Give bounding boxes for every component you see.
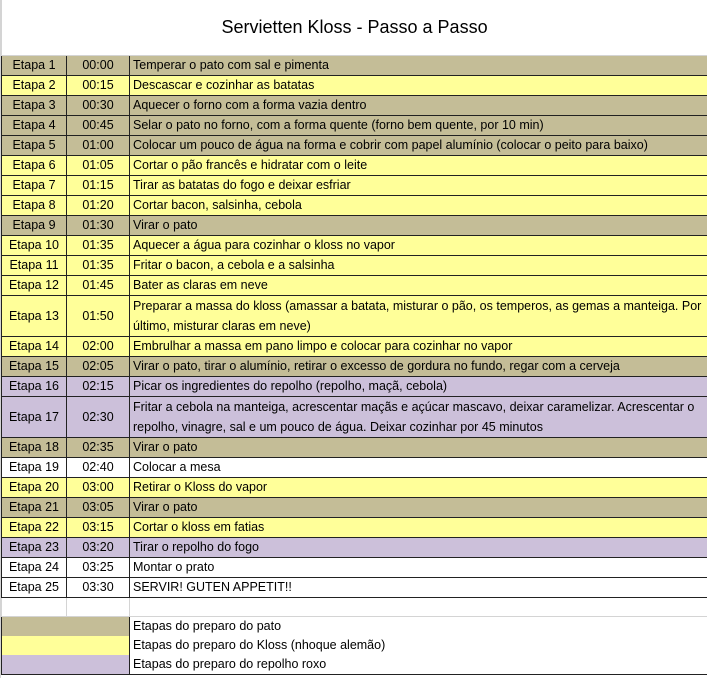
description-cell[interactable]: Montar o prato [130,558,707,578]
time-cell[interactable]: 03:15 [67,518,130,538]
step-row [2,458,707,478]
step-row [2,438,707,458]
time-cell[interactable]: 00:30 [67,96,130,116]
legend-label[interactable]: Etapas do preparo do pato [130,617,707,637]
time-cell[interactable]: 02:15 [67,377,130,397]
legend-label[interactable]: Etapas do preparo do Kloss (nhoque alemão) [130,636,707,655]
description-cell[interactable]: Tirar o repolho do fogo [130,538,707,558]
step-row [2,518,707,538]
legend-swatch [2,636,130,655]
step-cell[interactable]: Etapa 15 [2,357,67,377]
step-row [2,337,707,357]
step-cell[interactable]: Etapa 16 [2,377,67,397]
legend-swatch [2,617,130,637]
description-cell[interactable]: Selar o pato no forno, com a forma quente (forno bem quente, por 10 min) [130,116,707,136]
step-cell[interactable]: Etapa 9 [2,216,67,236]
description-cell[interactable]: Embrulhar a massa em pano limpo e colocar para cozinhar no vapor [130,337,707,357]
time-cell[interactable]: 02:30 [67,397,130,438]
description-cell[interactable]: Bater as claras em neve [130,276,707,296]
description-cell[interactable]: Preparar a massa do kloss (amassar a batata, misturar o pão, os temperos, as gemas a manteiga. Por último, misturar claras em neve) [130,296,707,337]
time-cell[interactable]: 00:45 [67,116,130,136]
description-cell[interactable]: Retirar o Kloss do vapor [130,478,707,498]
description-cell[interactable]: Cortar o kloss em fatias [130,518,707,538]
step-cell[interactable]: Etapa 19 [2,458,67,478]
step-cell[interactable]: Etapa 7 [2,176,67,196]
step-row [2,578,707,598]
step-cell[interactable]: Etapa 3 [2,96,67,116]
description-cell[interactable]: Colocar um pouco de água na forma e cobrir com papel alumínio (colocar o peito para baixo) [130,136,707,156]
description-cell[interactable]: Temperar o pato com sal e pimenta [130,56,707,76]
step-cell[interactable]: Etapa 13 [2,296,67,337]
step-row [2,397,707,438]
description-cell[interactable]: Virar o pato [130,216,707,236]
time-cell[interactable]: 01:30 [67,216,130,236]
step-cell[interactable]: Etapa 11 [2,256,67,276]
time-cell[interactable]: 01:00 [67,136,130,156]
step-row [2,156,707,176]
time-cell[interactable]: 03:25 [67,558,130,578]
time-cell[interactable]: 02:40 [67,458,130,478]
legend-row [2,636,707,655]
time-cell[interactable]: 02:05 [67,357,130,377]
spacer-row [2,598,707,617]
description-cell[interactable]: Aquecer a água para cozinhar o kloss no vapor [130,236,707,256]
step-row [2,176,707,196]
sheet-title[interactable]: Servietten Kloss - Passo a Passo [2,0,707,56]
description-cell[interactable]: Cortar bacon, salsinha, cebola [130,196,707,216]
title-row [2,0,707,56]
time-cell[interactable]: 01:45 [67,276,130,296]
step-cell[interactable]: Etapa 12 [2,276,67,296]
step-cell[interactable]: Etapa 18 [2,438,67,458]
description-cell[interactable]: Cortar o pão francês e hidratar com o leite [130,156,707,176]
time-cell[interactable]: 03:30 [67,578,130,598]
step-cell[interactable]: Etapa 17 [2,397,67,438]
time-cell[interactable]: 01:35 [67,256,130,276]
time-cell[interactable]: 00:00 [67,56,130,76]
step-row [2,236,707,256]
step-cell[interactable]: Etapa 5 [2,136,67,156]
step-row [2,558,707,578]
empty-cell[interactable] [2,598,67,617]
step-cell[interactable]: Etapa 6 [2,156,67,176]
step-cell[interactable]: Etapa 4 [2,116,67,136]
description-cell[interactable]: Picar os ingredientes do repolho (repolho, maçã, cebola) [130,377,707,397]
step-cell[interactable]: Etapa 2 [2,76,67,96]
time-cell[interactable]: 01:35 [67,236,130,256]
step-cell[interactable]: Etapa 8 [2,196,67,216]
step-row [2,196,707,216]
step-row [2,76,707,96]
description-cell[interactable]: Tirar as batatas do fogo e deixar esfriar [130,176,707,196]
time-cell[interactable]: 01:20 [67,196,130,216]
recipe-table [1,0,707,675]
step-cell[interactable]: Etapa 24 [2,558,67,578]
step-row [2,256,707,276]
time-cell[interactable]: 00:15 [67,76,130,96]
step-cell[interactable]: Etapa 23 [2,538,67,558]
step-cell[interactable]: Etapa 21 [2,498,67,518]
step-row [2,377,707,397]
time-cell[interactable]: 03:00 [67,478,130,498]
step-row [2,136,707,156]
time-cell[interactable]: 01:15 [67,176,130,196]
step-row [2,56,707,76]
empty-cell[interactable] [67,598,130,617]
step-row [2,538,707,558]
step-cell[interactable]: Etapa 22 [2,518,67,538]
step-row [2,216,707,236]
description-cell[interactable]: Colocar a mesa [130,458,707,478]
step-cell[interactable]: Etapa 1 [2,56,67,76]
description-cell[interactable]: Virar o pato [130,438,707,458]
step-row [2,276,707,296]
legend-swatch [2,655,130,675]
time-cell[interactable]: 02:00 [67,337,130,357]
step-cell[interactable]: Etapa 14 [2,337,67,357]
description-cell[interactable]: Descascar e cozinhar as batatas [130,76,707,96]
step-row [2,478,707,498]
time-cell[interactable]: 03:05 [67,498,130,518]
time-cell[interactable]: 03:20 [67,538,130,558]
step-row [2,96,707,116]
description-cell[interactable]: Virar o pato, tirar o alumínio, retirar o excesso de gordura no fundo, regar com a cerveja [130,357,707,377]
step-row [2,296,707,337]
description-cell[interactable]: SERVIR! GUTEN APPETIT!! [130,578,707,598]
description-cell[interactable]: Virar o pato [130,498,707,518]
legend-row [2,655,707,675]
time-cell[interactable]: 02:35 [67,438,130,458]
step-row [2,498,707,518]
step-row [2,357,707,377]
empty-cell[interactable] [130,598,707,617]
legend-label[interactable]: Etapas do preparo do repolho roxo [130,655,707,675]
description-cell[interactable]: Fritar o bacon, a cebola e a salsinha [130,256,707,276]
time-cell[interactable]: 01:05 [67,156,130,176]
description-cell[interactable]: Aquecer o forno com a forma vazia dentro [130,96,707,116]
time-cell[interactable]: 01:50 [67,296,130,337]
step-cell[interactable]: Etapa 10 [2,236,67,256]
legend-row [2,617,707,637]
step-cell[interactable]: Etapa 25 [2,578,67,598]
step-cell[interactable]: Etapa 20 [2,478,67,498]
step-row [2,116,707,136]
description-cell[interactable]: Fritar a cebola na manteiga, acrescentar maçãs e açúcar mascavo, deixar caramelizar. Acrescentar o repolho, vinagre, sal e um pouco de água. Deixar cozinhar por 45 minutos [130,397,707,438]
